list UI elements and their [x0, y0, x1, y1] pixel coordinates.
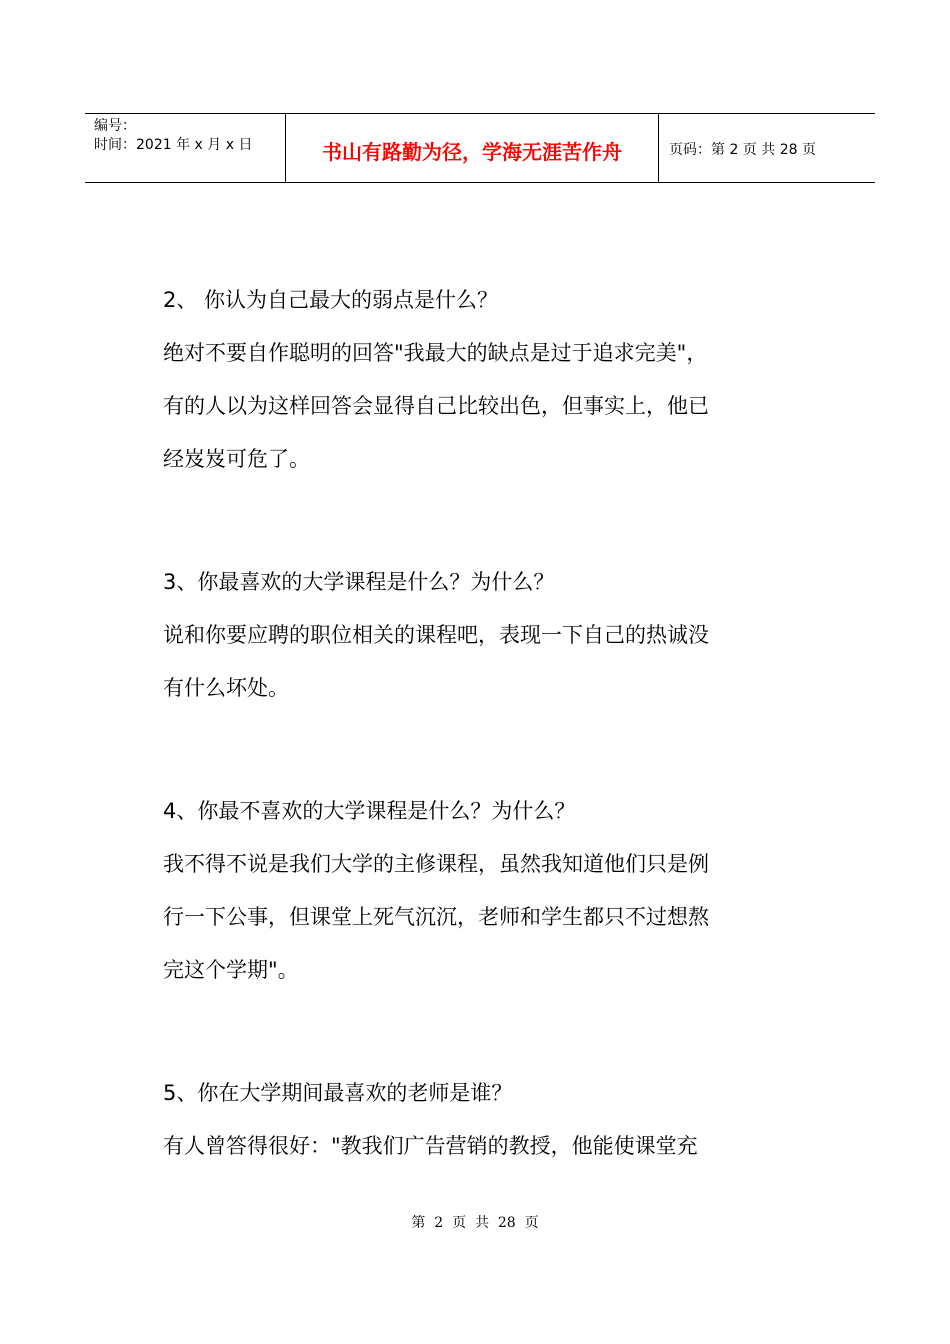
header-meta-cell: [85, 114, 286, 182]
answer-text: 有人曾答得很好："教我们广告营销的教授，他能使课堂充: [163, 1134, 698, 1158]
question-text: 4、你最不喜欢的大学课程是什么？为什么？: [163, 799, 576, 823]
document-number-label: 编号：: [94, 118, 136, 134]
answer-text: 说和你要应聘的职位相关的课程吧，表现一下自己的热诚没 有什么坏处。: [163, 623, 709, 700]
header-table: [85, 113, 875, 183]
question-text: 3、你最喜欢的大学课程是什么？为什么？: [163, 570, 555, 594]
qa-block: [163, 274, 803, 486]
page-footer: 第 2 页 共 28 页: [411, 1215, 539, 1231]
header-page-cell: [659, 114, 875, 182]
question-text: 2、 你认为自己最大的弱点是什么？: [163, 288, 499, 312]
question-text: 5、你在大学期间最喜欢的老师是谁？: [163, 1081, 513, 1105]
header-motto: 书山有路勤为径，学海无涯苦作舟: [322, 139, 622, 164]
header-page-info: 页码：第 2 页 共 28 页: [669, 142, 816, 158]
qa-block: [163, 556, 803, 715]
header-motto-cell: [286, 114, 659, 182]
qa-block: [163, 1067, 803, 1173]
qa-block: [163, 785, 803, 997]
document-time-label: 时间：2021 年 x 月 x 日: [94, 137, 253, 153]
document-body: [163, 274, 803, 1243]
answer-text: 绝对不要自作聪明的回答"我最大的缺点是过于追求完美"， 有的人以为这样回答会显得自己比较出色，但事实上，他已 经岌岌可危了。: [163, 341, 709, 471]
answer-text: 我不得不说是我们大学的主修课程，虽然我知道他们只是例 行一下公事，但课堂上死气沉沉，老师和学生都只不过想熬 完这个学期"。: [163, 852, 709, 982]
